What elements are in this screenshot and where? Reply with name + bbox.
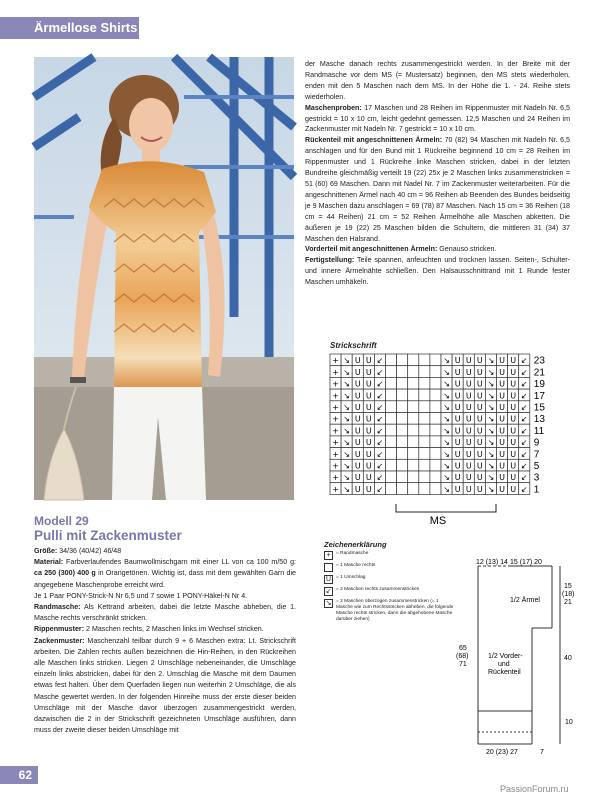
chart-cell	[386, 471, 397, 483]
chart-cell	[397, 436, 408, 448]
chart-cell	[397, 471, 408, 483]
chart-symbol: ↙	[520, 391, 528, 401]
chart-symbol: U	[510, 414, 517, 424]
chart-cell	[397, 366, 408, 378]
chart-cell	[397, 354, 408, 366]
chart-symbol: ↙	[376, 438, 384, 448]
chart-symbol: U	[454, 391, 461, 401]
chart-cell	[430, 483, 441, 495]
k2tog-icon: ↙	[325, 588, 332, 595]
chart-cell	[386, 389, 397, 401]
chart-symbol: ↘	[343, 379, 351, 389]
chart-symbol: ↘	[487, 473, 495, 483]
chart-symbol: +	[332, 403, 339, 412]
chart-cell	[419, 436, 430, 448]
chart-symbol: ↘	[443, 484, 450, 494]
chart-cell	[386, 401, 397, 413]
chart-symbol: U	[365, 461, 372, 471]
chart-cell	[408, 354, 419, 366]
chart-symbol: +	[332, 461, 339, 471]
chart-symbol: ↙	[520, 356, 528, 366]
chart-symbol: U	[510, 356, 517, 366]
chart-cell	[397, 389, 408, 401]
chart-symbol: ↙	[376, 414, 384, 424]
chart-symbol: U	[510, 449, 517, 459]
chart-cell	[430, 424, 441, 436]
chart-symbol: U	[354, 367, 361, 377]
chart-symbol: U	[476, 379, 483, 389]
chart-symbol: U	[499, 356, 505, 366]
chart-symbol: +	[332, 414, 339, 424]
chart-symbol: ↘	[443, 461, 450, 471]
legend-item: = 1 Masche rechts	[324, 563, 454, 572]
chart-symbol: ↘	[343, 461, 351, 471]
chart-cell	[408, 401, 419, 413]
legend-item: + = Randmasche	[324, 551, 454, 560]
chart-cell	[408, 448, 419, 460]
chart-symbol: U	[454, 438, 461, 448]
chart-symbol: U	[454, 461, 461, 471]
chart-symbol: U	[365, 473, 372, 483]
chart-symbol: U	[499, 391, 505, 401]
chart-symbol: U	[465, 461, 472, 471]
skp-icon: ↘	[325, 600, 332, 607]
chart-symbol: U	[354, 449, 361, 459]
para: Rippenmuster: 2 Maschen rechts, 2 Maschen links im Wechsel stricken.	[34, 625, 264, 634]
watermark: PassionForum.ru	[500, 784, 569, 794]
chart-symbol: ↘	[487, 438, 495, 448]
chart-cell	[408, 424, 419, 436]
row-number: 23	[533, 355, 545, 367]
chart-symbol: U	[354, 438, 361, 448]
chart-symbol: ↙	[520, 379, 528, 389]
chart-symbol: U	[499, 403, 505, 412]
chart-symbol: U	[499, 414, 505, 424]
chart-cell	[419, 354, 430, 366]
chart-symbol: U	[365, 438, 372, 448]
chart-symbol: U	[365, 484, 372, 494]
chart-cell	[408, 459, 419, 471]
chart-symbol: U	[510, 473, 517, 483]
chart-symbol: U	[476, 356, 483, 366]
chart-symbol: U	[454, 403, 461, 412]
chart-symbol: ↘	[343, 449, 351, 459]
chart-symbol: U	[465, 403, 472, 412]
chart-symbol: ↘	[487, 414, 495, 424]
legend-item: ↙ = 2 Maschen rechts zusammenstricken	[325, 587, 420, 595]
chart-symbol: ↘	[343, 403, 351, 412]
chart-symbol: U	[365, 356, 372, 366]
chart-symbol: U	[476, 391, 483, 401]
para: Je 1 Paar PONY-Strick-N Nr 6,5 und 7 sowie 1 PONY-Häkel-N Nr 4.	[34, 591, 248, 600]
chart-symbol: U	[365, 426, 372, 436]
chart-symbol: ↘	[487, 391, 495, 401]
chart-symbol: U	[465, 484, 472, 494]
chart-cell	[430, 366, 441, 378]
chart-cell	[397, 424, 408, 436]
chart-symbol: U	[499, 438, 505, 448]
para: Rückenteil mit angeschnittenen Ärmeln: 70 (82) 94 Maschen mit Nadeln Nr. 6,5 anschlagen und für den Bund mit 1 Rückreihe beginnend 10 cm = 28 Reihen im Rippenmuster und 1 Rückreihe linke Maschen stricken, dabei in der letzten Bundreihe gleichmäßig verteilt 19 (22) 25x je 2 Maschen links zusammenstricken = 51 (60) 69 Maschen. Dann mit Nadel Nr. 7 im Zackenmuster weiterarbeiten. Für die angeschnittenen Ärmel nach 40 cm = 96 Reihen ab Beenden des Bundes beidseitig je 9 Maschen dazu anschlagen = 69 (78) 87 Maschen. Nach 15 cm = 36 Reihen (18 cm = 44 Reihen) 21 cm = 52 Reihen Ärmelhöhe alle Maschen abketten. Die äußeren je 19 (22) 25 Maschen bilden die Schultern, die mittleren 31 (34) 37 Maschen den Halsrand.	[305, 136, 570, 243]
chart-symbol: ↘	[343, 438, 351, 448]
chart-symbol: ↙	[520, 449, 528, 459]
chart-cell	[408, 471, 419, 483]
chart-symbol: U	[476, 414, 483, 424]
chart-symbol: ↘	[443, 449, 450, 459]
chart-symbol: U	[354, 461, 361, 471]
chart-symbol: +	[332, 426, 339, 436]
chart-symbol: U	[454, 473, 461, 483]
chart-symbol: ↙	[520, 414, 528, 424]
row-number: 3	[533, 472, 540, 484]
chart-symbol: U	[354, 356, 361, 366]
sleeve-height: 15 (18) 21	[562, 583, 575, 606]
chart-symbol: ↙	[376, 356, 384, 366]
chart-symbol: ↙	[376, 461, 384, 471]
chart-symbol: U	[454, 426, 461, 436]
row-number: 1	[533, 484, 540, 496]
chart-symbol: +	[332, 438, 339, 448]
chart-symbol: U	[476, 484, 483, 494]
chart-cell	[419, 377, 430, 389]
chart-cell	[430, 413, 441, 425]
repeat-label: MS	[429, 515, 447, 527]
chart-symbol: ↘	[343, 414, 351, 424]
row-number: 9	[533, 437, 540, 449]
chart-symbol: U	[465, 414, 472, 424]
chart-symbol: ↙	[376, 379, 384, 389]
chart-symbol: U	[465, 426, 472, 436]
chart-symbol: U	[476, 367, 483, 377]
chart-cell	[430, 448, 441, 460]
chart-symbol: U	[354, 426, 361, 436]
chart-cell	[397, 377, 408, 389]
chart-symbol: U	[510, 461, 517, 471]
chart-symbol: ↘	[443, 379, 450, 389]
chart-symbol: ↘	[443, 356, 450, 366]
chart-symbol: +	[332, 391, 339, 401]
chart-symbol: ↘	[443, 473, 450, 483]
knitting-chart	[330, 354, 545, 527]
chart-cell	[386, 459, 397, 471]
chart-symbol: U	[476, 461, 483, 471]
chart-symbol: +	[332, 449, 339, 459]
chart-symbol: U	[465, 367, 472, 377]
para: der Masche danach rechts zusammengestrickt werden. In der Breite mit der Randmasche vor dem MS (= Mustersatz) beginnen, den MS stets wiederholen, enden mit den 5 Maschen nach dem MS. In der Höhe die 1. - 24. Reihe stets wiederholen.	[305, 60, 570, 101]
chart-cell	[386, 448, 397, 460]
model-number: Modell 29	[34, 514, 89, 528]
chart-symbol: U	[354, 403, 361, 412]
chart-symbol: ↙	[376, 426, 384, 436]
chart-symbol: ↘	[343, 367, 351, 377]
chart-symbol: U	[465, 438, 472, 448]
chart-symbol: ↙	[520, 367, 528, 377]
chart-symbol: U	[465, 356, 472, 366]
body-label: 1/2 Vorder-und Rückenteil	[488, 653, 523, 676]
model-photo	[34, 57, 294, 500]
chart-symbol: ↘	[487, 367, 495, 377]
chart-symbol: U	[499, 449, 505, 459]
legend-item: ↘ = 2 Maschen überzogen zusammenstricken (= 1 Masche wie zum Rechtsstricken abheben, die folgende Masche rechts stricken, dann die abgehobene Masche darüber ziehen)	[325, 599, 454, 622]
chart-cell	[408, 377, 419, 389]
chart-cell	[386, 377, 397, 389]
chart-cell	[419, 424, 430, 436]
chart-cell	[386, 354, 397, 366]
chart-symbol: U	[476, 403, 483, 412]
chart-symbol: U	[499, 379, 505, 389]
chart-cell	[408, 389, 419, 401]
dim-top-left: 12 (13) 14	[476, 559, 508, 566]
chart-symbol: ↙	[520, 403, 528, 412]
para: Randmasche: Als Kettrand arbeiten, dabei die letzte Masche abheben, die 1. Masche rechts verschränkt stricken.	[34, 603, 296, 623]
chart-symbol: ↘	[443, 403, 450, 412]
chart-symbol: U	[454, 449, 461, 459]
chart-symbol: ↘	[443, 391, 450, 401]
chart-symbol: ↘	[487, 461, 495, 471]
chart-cell	[397, 401, 408, 413]
row-number: 17	[533, 390, 545, 402]
legend-title: Zeichenerklärung	[324, 540, 387, 549]
chart-symbol: ↘	[343, 473, 351, 483]
chart-cell	[430, 401, 441, 413]
chart-cell	[397, 483, 408, 495]
chart-symbol: U	[510, 438, 517, 448]
chart-symbol: ↙	[376, 484, 384, 494]
chart-cell	[419, 401, 430, 413]
chart-symbol: U	[454, 367, 461, 377]
chart-symbol: ↘	[487, 403, 495, 412]
chart-cell	[419, 413, 430, 425]
chart-cell	[419, 459, 430, 471]
para: Vorderteil mit angeschnittenen Ärmeln: Genauso stricken.	[305, 245, 497, 254]
chart-cell	[430, 354, 441, 366]
chart-cell	[386, 436, 397, 448]
para: Größe: 34/36 (40/42) 46/48	[34, 547, 122, 555]
chart-cell	[397, 459, 408, 471]
chart-symbol: ↙	[520, 426, 528, 436]
row-number: 19	[533, 379, 545, 391]
chart-symbol: ↘	[443, 438, 450, 448]
chart-symbol: U	[476, 438, 483, 448]
row-number: 11	[533, 425, 545, 437]
chart-symbol: U	[454, 356, 461, 366]
chart-symbol: U	[365, 367, 372, 377]
chart-symbol: ↙	[376, 403, 384, 412]
chart-symbol: ↘	[343, 484, 351, 494]
chart-symbol: U	[499, 473, 505, 483]
chart-symbol: U	[354, 391, 361, 401]
chart-symbol: U	[354, 473, 361, 483]
chart-symbol: ↘	[343, 391, 351, 401]
chart-symbol: U	[510, 379, 517, 389]
yarn-over-icon: U	[325, 576, 332, 583]
chart-symbol: U	[476, 449, 483, 459]
chart-cell	[408, 366, 419, 378]
chart-symbol: U	[354, 484, 361, 494]
chart-symbol: U	[499, 367, 505, 377]
chart-symbol: U	[476, 426, 483, 436]
model-title: Pulli mit Zackenmuster	[34, 528, 182, 543]
chart-cell	[430, 436, 441, 448]
rib-height: 10	[565, 719, 573, 726]
chart-cell	[397, 448, 408, 460]
chart-cell	[386, 424, 397, 436]
chart-cell	[397, 413, 408, 425]
knit-stitch-icon	[324, 563, 333, 572]
row-number: 7	[533, 449, 540, 461]
page-number: 62	[0, 766, 38, 784]
chart-symbol: +	[332, 379, 339, 389]
para: Material: Farbverlaufendes Baumwollmischgarn mit einer LL von ca 100 m/50 g: ca 250 (300) 400 g in Orangetönen. Wichtig ist, dass mit dem gewählten Garn die angegebene Maschenprobe erreicht wird.	[34, 558, 296, 589]
chart-symbol: +	[332, 367, 339, 377]
chart-symbol: ↘	[443, 426, 450, 436]
chart-symbol: U	[465, 449, 472, 459]
chart-cell	[408, 483, 419, 495]
section-tab: Ärmellose Shirts	[0, 17, 139, 39]
chart-symbol: U	[510, 367, 517, 377]
chart-cell	[386, 483, 397, 495]
row-number: 15	[533, 402, 545, 414]
chart-symbol: ↙	[376, 473, 384, 483]
para: Fertigstellung: Teile spannen, anfeuchten und trocknen lassen. Seiten-, Schulter- und innere Ärmelnähte schließen. Den Halsausschnittrand mit 1 Runde fester Maschen umhäkeln.	[305, 256, 570, 287]
chart-symbol: ↘	[487, 449, 495, 459]
chart-cell	[430, 459, 441, 471]
chart-symbol: U	[365, 391, 372, 401]
chart-symbol: U	[454, 379, 461, 389]
dim-top-right: 15 (17) 20	[510, 559, 542, 566]
chart-cell	[386, 366, 397, 378]
row-number: 21	[533, 367, 545, 379]
chart-symbol: U	[465, 379, 472, 389]
chart-cell	[419, 483, 430, 495]
chart-cell	[386, 413, 397, 425]
chart-symbol: ↙	[520, 484, 528, 494]
chart-cell	[408, 413, 419, 425]
chart-symbol: +	[332, 356, 339, 366]
chart-symbol: U	[354, 379, 361, 389]
chart-symbol: U	[354, 414, 361, 424]
chart-symbol: U	[365, 403, 372, 412]
sleeve-label: 1/2 Ärmel	[510, 597, 540, 604]
chart-symbol: U	[365, 379, 372, 389]
chart-title: Strickschrift	[330, 341, 377, 350]
chart-symbol: ↙	[376, 391, 384, 401]
garment-schematic	[452, 558, 592, 758]
chart-symbol: +	[332, 484, 339, 494]
chart-symbol: ↘	[443, 367, 450, 377]
para: Zackenmuster: Maschenzahl teilbar durch 9 + 6 Maschen extra: Lt. Strickschrift arbeiten. Die Zahlen rechts außen bezeichnen die Hin-Reihen, in den Rückreihen alle Maschen links stricken. Liegen 2 Umschläge nebeneinander, die Umschläge einzeln links abstricken, dabei für den 2. Umschlag die Masche mit dem Daumen etwas fest halten. Über dem Querfaden liegen nun weiterhin 2 Umschläge, die als Masche gewertet werden. In der folgenden Hinreihe muss der erste dieser beiden Umschläge mit der Masche davor überzogen zusammengestrickt werden, dazwischen die 2 in der Strickschrift gezeichneten Umschläge ausführen, dann muss der zweite dieser beiden Umschläge mit	[34, 636, 296, 735]
chart-cell	[408, 436, 419, 448]
chart-symbol: U	[510, 391, 517, 401]
chart-symbol: ↘	[487, 379, 495, 389]
chart-cell	[430, 389, 441, 401]
chart-cell	[419, 366, 430, 378]
chart-symbol: U	[510, 484, 517, 494]
edge-stitch-icon: +	[324, 551, 333, 560]
instructions-right	[305, 59, 570, 288]
chart-symbol: U	[454, 484, 461, 494]
chart-symbol: ↘	[487, 484, 495, 494]
chart-symbol: U	[454, 414, 461, 424]
chart-symbol: ↙	[376, 449, 384, 459]
chart-cell	[419, 448, 430, 460]
chart-symbol: ↘	[343, 356, 351, 366]
legend-item: U = 1 Umschlag	[325, 575, 366, 583]
chart-symbol: ↙	[520, 473, 528, 483]
chart-symbol: U	[465, 391, 472, 401]
chart-symbol: U	[365, 449, 372, 459]
chart-cell	[419, 389, 430, 401]
row-number: 13	[533, 414, 545, 426]
chart-symbol: ↙	[520, 438, 528, 448]
chart-symbol: U	[510, 426, 517, 436]
chart-symbol: U	[465, 473, 472, 483]
dim-bottom: 20 (23) 27	[486, 749, 518, 756]
chart-symbol: U	[510, 403, 517, 412]
chart-symbol: ↘	[487, 426, 495, 436]
chart-symbol: ↙	[376, 367, 384, 377]
chart-symbol: U	[499, 484, 505, 494]
chart-cell	[419, 471, 430, 483]
chart-symbol: U	[365, 414, 372, 424]
chart-symbol: ↙	[520, 461, 528, 471]
chart-symbol: U	[476, 473, 483, 483]
row-number: 5	[533, 461, 540, 472]
chart-symbol: U	[499, 461, 505, 471]
chart-symbol: ↘	[487, 356, 495, 366]
body-height: 40	[564, 655, 572, 662]
legend	[324, 551, 454, 626]
chart-cell	[430, 377, 441, 389]
para: Maschenproben: 17 Maschen und 28 Reihen im Rippenmuster mit Nadeln Nr. 6,5 gestrickt = 10 x 10 cm, leicht gedehnt gemessen. 12,5 Maschen und 24 Reihen im Zackenmuster mit Nadeln Nr. 7 gestrickt = 10 x 10 cm.	[305, 103, 570, 134]
total-height: 65 (68) 71	[456, 645, 469, 668]
chart-symbol: U	[499, 426, 505, 436]
chart-symbol: ↘	[443, 414, 450, 424]
chart-symbol: ↘	[343, 426, 351, 436]
instructions-left	[34, 546, 296, 736]
chart-cell	[430, 471, 441, 483]
dim-bottom-extra: 7	[540, 749, 544, 756]
chart-symbol: +	[332, 473, 339, 483]
